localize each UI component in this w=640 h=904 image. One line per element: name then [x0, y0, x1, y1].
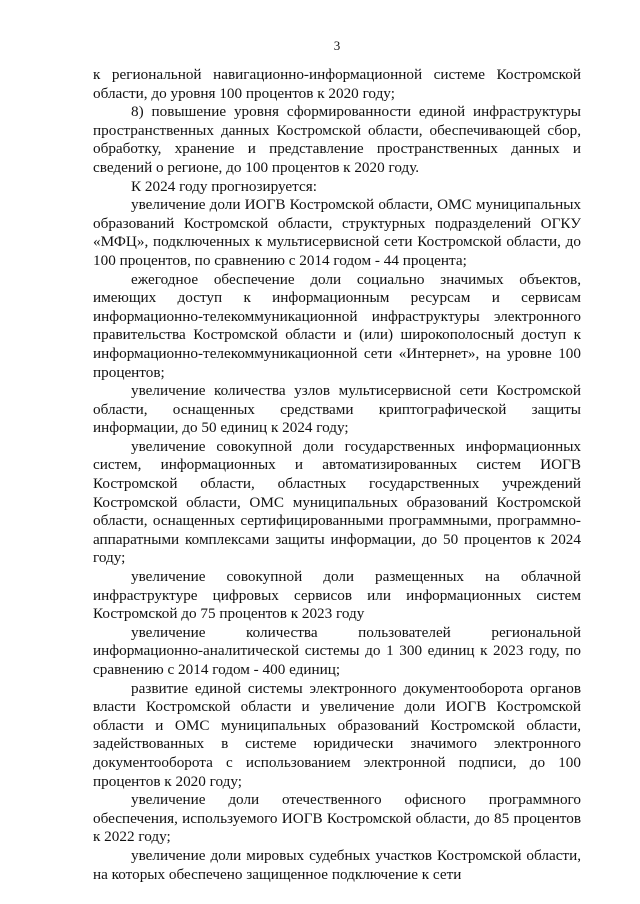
- paragraph: увеличение доли отечественного офисного программного обеспечения, используемого ИОГВ Костромской области, до 85 процентов к 2022 году;: [93, 791, 581, 846]
- document-page: [93, 38, 581, 884]
- paragraph: увеличение доли ИОГВ Костромской области, ОМС муниципальных образований Костромской области, структурных подразделений ОГКУ «МФЦ», подключенных к мультисервисной сети Костромской области, до 100 процентов, по сравнению с 2014 годом - 44 процента;: [93, 196, 581, 269]
- paragraph: увеличение количества узлов мультисервисной сети Костромской области, оснащенных средствами криптографической защиты информации, до 50 единиц к 2024 году;: [93, 382, 581, 437]
- paragraph: увеличение совокупной доли государственных информационных систем, информационных и автоматизированных систем ИОГВ Костромской области, областных государственных учреждений Костромской области, ОМС муниципальных образований Костромской области, оснащенных сертифицированными программными, программно-аппаратными комплексами защиты информации, до 50 процентов к 2024 году;: [93, 437, 581, 567]
- paragraph: увеличение количества пользователей региональной информационно-аналитической системы до 1 300 единиц к 2023 году, по сравнению с 2014 годом - 400 единиц;: [93, 623, 581, 678]
- page-number: 3: [333, 38, 341, 53]
- paragraph: к региональной навигационно-информационной системе Костромской области, до уровня 100 процентов к 2020 году;: [93, 66, 581, 102]
- paragraph: развитие единой системы электронного документооборота органов власти Костромской области и увеличение доли ИОГВ Костромской области и ОМС муниципальных образований Костромской области, задействованных в системе юридически значимого электронного документооборота с использованием электронной подписи, до 100 процентов к 2020 году;: [93, 679, 581, 790]
- paragraph: 8) повышение уровня сформированности единой инфраструктуры пространственных данных Костромской области, обеспечивающей сбор, обработку, хранение и представление пространственных данных и сведений о регионе, до 100 процентов к 2020 году.: [93, 103, 581, 176]
- paragraph: увеличение совокупной доли размещенных на облачной инфраструктуре цифровых сервисов или информационных систем Костромской до 75 процентов к 2023 году: [93, 568, 581, 623]
- paragraph: К 2024 году прогнозируется:: [131, 177, 317, 195]
- paragraph: увеличение доли мировых судебных участков Костромской области, на которых обеспечено защищенное подключение к сети: [93, 846, 581, 883]
- paragraph: ежегодное обеспечение доли социально значимых объектов, имеющих доступ к информационным ресурсам и сервисам информационно-телекоммуникационной инфраструктуры электронного правительства Костромской области и (или) широкополосный доступ к информационно-телекоммуникационной сети «Интернет», на уровне 100 процентов;: [93, 270, 581, 381]
